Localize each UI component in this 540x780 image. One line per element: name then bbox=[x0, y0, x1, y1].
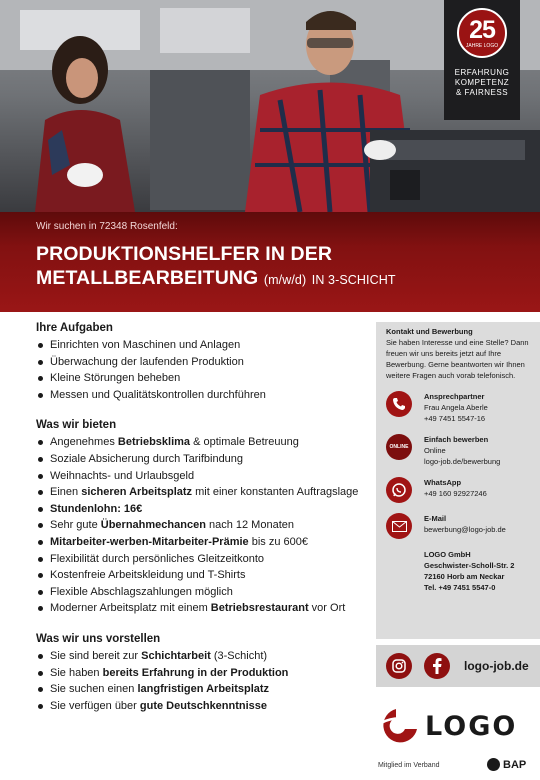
list-item: Sie suchen einen langfristigen Arbeitsplatz bbox=[36, 681, 370, 698]
list-item: Überwachung der laufenden Produktion bbox=[36, 354, 370, 371]
company-street: Geschwister-Scholl-Str. 2 bbox=[424, 561, 515, 570]
anniversary-badge bbox=[444, 0, 520, 120]
list-item: Flexible Abschlagszahlungen möglich bbox=[36, 584, 370, 601]
contact-online bbox=[386, 434, 532, 467]
facebook-icon[interactable] bbox=[424, 653, 450, 679]
list-item: Flexibilität durch persönliches Gleitzeitkonto bbox=[36, 551, 370, 568]
contact-person-name: Frau Angela Aberle bbox=[424, 403, 488, 412]
company-city: 72160 Horb am Neckar bbox=[424, 572, 505, 581]
instagram-icon[interactable] bbox=[386, 653, 412, 679]
badge-subtitle: JAHRE LOGO bbox=[465, 42, 499, 49]
job-description bbox=[36, 322, 370, 730]
requirements-list bbox=[36, 648, 370, 714]
job-title-line2 bbox=[36, 266, 504, 292]
online-apply-link[interactable]: logo-job.de/bewerbung bbox=[424, 457, 501, 466]
job-title-shift: IN 3-SCHICHT bbox=[311, 273, 396, 287]
contact-person bbox=[386, 391, 532, 424]
list-item: Sie haben bereits Erfahrung in der Produktion bbox=[36, 665, 370, 682]
list-item: Stundenlohn: 16€ bbox=[36, 501, 370, 518]
company-phone[interactable]: Tel. +49 7451 5547-0 bbox=[424, 583, 496, 592]
website-link[interactable]: logo-job.de bbox=[464, 659, 529, 673]
list-item: Sehr gute Übernahmechancen nach 12 Monaten bbox=[36, 517, 370, 534]
job-title-line1: PRODUKTIONSHELFER IN DER bbox=[36, 243, 332, 265]
logo-mark-icon bbox=[375, 709, 417, 743]
badge-number: 25 bbox=[469, 15, 495, 44]
section-heading-tasks: Ihre Aufgaben bbox=[36, 322, 113, 334]
company-logo bbox=[375, 704, 525, 748]
list-item: Einrichten von Maschinen und Anlagen bbox=[36, 337, 370, 354]
job-location: Wir suchen in 72348 Rosenfeld: bbox=[36, 221, 178, 232]
section-heading-offer: Was wir bieten bbox=[36, 419, 117, 432]
list-item: Sie sind bereit zur Schichtarbeit (3-Schicht) bbox=[36, 648, 370, 665]
membership-note: Mitglied im Verband bbox=[378, 762, 440, 769]
company-address bbox=[424, 549, 532, 593]
job-title bbox=[36, 242, 504, 292]
list-item: Kleine Störungen beheben bbox=[36, 370, 370, 387]
list-item: Messen und Qualitätskontrollen durchführen bbox=[36, 387, 370, 404]
online-apply-title: Einfach bewerben bbox=[424, 435, 489, 444]
contact-intro: Sie haben Interesse und eine Stelle? Dann freuen wir uns bereits jetzt auf Ihre Bewerbung. Gerne beantworten wir Ihnen weitere Fragen auch vorab telefonisch. bbox=[386, 338, 529, 380]
email-title: E-Mail bbox=[424, 514, 447, 523]
offer-list bbox=[36, 434, 370, 617]
list-item: Mitarbeiter-werben-Mitarbeiter-Prämie bis zu 600€ bbox=[36, 534, 370, 551]
job-title-main: METALLBEARBEITUNG bbox=[36, 267, 259, 289]
list-item: Sie verfügen über gute Deutschkenntnisse bbox=[36, 698, 370, 715]
contact-person-title: Ansprechpartner bbox=[424, 392, 485, 401]
association-name: BAP bbox=[503, 758, 527, 771]
whatsapp-icon bbox=[386, 477, 412, 503]
hero-photo bbox=[0, 0, 540, 212]
list-item: Einen sicheren Arbeitsplatz mit einer konstanten Auftragslage bbox=[36, 484, 370, 501]
mail-icon bbox=[386, 513, 412, 539]
phone-icon bbox=[386, 391, 412, 417]
list-item: Soziale Absicherung durch Tarifbindung bbox=[36, 451, 370, 468]
logo-wordmark: LOGO bbox=[425, 710, 518, 742]
badge-line: KOMPETENZ bbox=[454, 78, 510, 87]
contact-panel bbox=[376, 322, 540, 639]
contact-email bbox=[386, 513, 532, 539]
contact-person-phone[interactable]: +49 7451 5547-16 bbox=[424, 414, 486, 423]
online-apply-icon: ONLINE bbox=[386, 434, 412, 460]
social-bar bbox=[376, 645, 540, 687]
association-logo bbox=[487, 758, 526, 771]
list-item: Angenehmes Betriebsklima & optimale Betreuung bbox=[36, 434, 370, 451]
job-title-gender: (m/w/d) bbox=[263, 273, 307, 287]
badge-slogan bbox=[444, 68, 520, 98]
bap-logo-icon bbox=[487, 758, 500, 771]
contact-whatsapp bbox=[386, 477, 532, 503]
contact-heading: Kontakt und Bewerbung bbox=[386, 327, 473, 336]
list-item: Kostenfreie Arbeitskleidung und T-Shirts bbox=[36, 567, 370, 584]
whatsapp-title: WhatsApp bbox=[424, 478, 462, 487]
online-apply-line: Online bbox=[424, 446, 446, 455]
badge-line: & FAIRNESS bbox=[455, 88, 509, 97]
company-name: LOGO GmbH bbox=[424, 550, 471, 559]
email-address[interactable]: bewerbung@logo-job.de bbox=[424, 525, 506, 534]
job-title-banner bbox=[0, 212, 540, 312]
badge-line: ERFAHRUNG bbox=[454, 68, 510, 77]
list-item: Weihnachts- und Urlaubsgeld bbox=[36, 468, 370, 485]
section-heading-requirements: Was wir uns vorstellen bbox=[36, 632, 161, 645]
whatsapp-number[interactable]: +49 160 92927246 bbox=[424, 489, 487, 498]
tasks-list bbox=[36, 337, 370, 403]
list-item: Moderner Arbeitsplatz mit einem Betriebsrestaurant vor Ort bbox=[36, 600, 370, 617]
anniversary-seal bbox=[457, 8, 507, 58]
